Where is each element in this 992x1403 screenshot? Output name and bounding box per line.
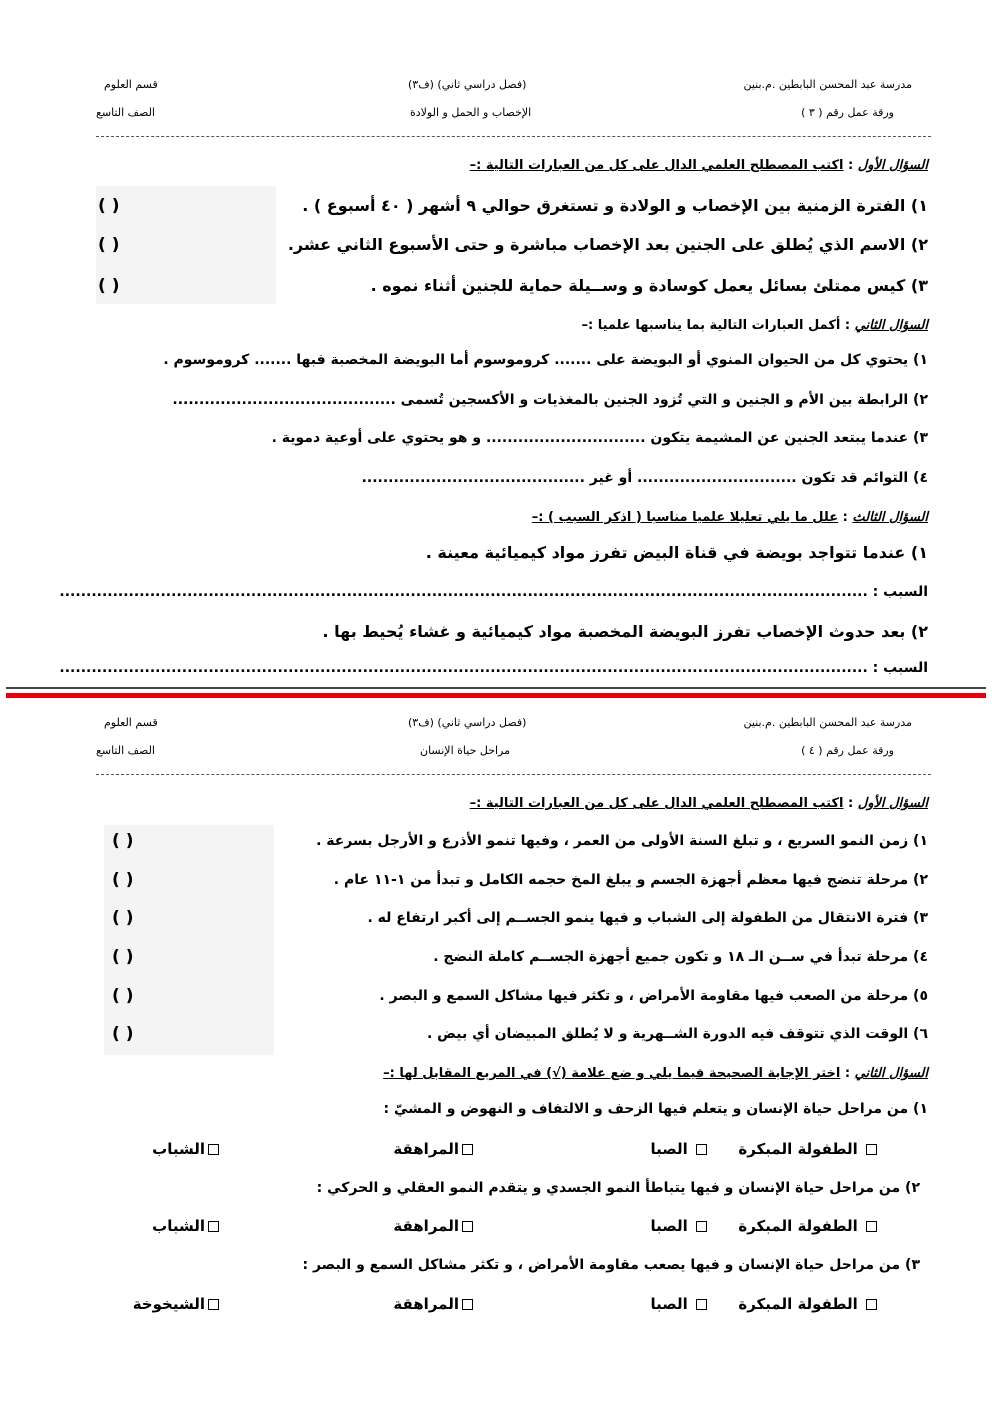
question-title: السؤال الأول : اكتب المصطلح العلمي الدال على كل من العبارات التالية :– <box>469 158 928 173</box>
answer-box[interactable]: ( ) <box>112 1024 134 1044</box>
question-item: ٣) كيس ممتلئ بسائل يعمل كوسادة و وســيلة حماية للجنين أثناء نموه . <box>370 276 928 295</box>
question-label: السؤال الثاني <box>854 1066 928 1081</box>
reason-line[interactable]: السبب : ........................................................................................................................................................ <box>59 660 928 676</box>
mcq-option[interactable] <box>393 1295 476 1313</box>
answer-box[interactable]: ( ) <box>112 986 134 1006</box>
answer-box[interactable]: ( ) <box>98 276 120 296</box>
option-label: الشباب <box>152 1217 205 1235</box>
question-item: ٢) الاسم الذي يُطلق على الجنين بعد الإخصاب مباشرة و حتى الأسبوع الثاني عشر. <box>287 235 928 254</box>
question-label: السؤال الثاني <box>854 318 928 333</box>
checkbox-icon[interactable] <box>696 1144 707 1155</box>
option-label: الصبا <box>650 1217 688 1235</box>
option-label: المراهقة <box>393 1217 459 1235</box>
term-label: (فصل دراسي ثاني) (ف٣) <box>408 716 527 729</box>
option-label: الشيخوخة <box>132 1295 205 1313</box>
option-label: الصبا <box>650 1140 688 1158</box>
checkbox-icon[interactable] <box>462 1299 473 1310</box>
school-name: مدرسة عبد المحسن البابطين .م.بنين <box>743 78 912 91</box>
department: قسم العلوم <box>104 716 158 729</box>
grade-label: الصف التاسع <box>96 744 155 757</box>
question-instruction: أكمل العبارات التالية بما يناسبها علميا :– <box>581 318 841 333</box>
mcq-option[interactable] <box>152 1140 222 1158</box>
checkbox-icon[interactable] <box>696 1221 707 1232</box>
worksheet-number: ورقة عمل رقم ( ٤ ) <box>801 744 894 757</box>
option-label: الشباب <box>152 1140 205 1158</box>
mcq-option[interactable] <box>393 1217 476 1235</box>
mcq-option[interactable] <box>738 1295 880 1313</box>
question-item: ٣) فترة الانتقال من الطفولة إلى الشباب و فيها ينمو الجســم إلى أكبر ارتفاع له . <box>367 910 928 926</box>
header-divider <box>96 774 931 775</box>
question-title: السؤال الثاني : اختر الإجابة الصحيحة فيما يلي و ضع علامة (√) في المربع المقابل لها :– <box>383 1066 928 1081</box>
mcq-option[interactable] <box>650 1140 710 1158</box>
answer-box[interactable]: ( ) <box>112 870 134 890</box>
answer-area <box>96 186 276 304</box>
question-item: ١) عندما تتواجد بويضة في قناة البيض تفرز مواد كيميائية معينة . <box>425 543 928 562</box>
question-item: ١) الفترة الزمنية بين الإخصاب و الولادة و تستغرق حوالي ٩ أشهر ( ٤٠ أسبوع ) . <box>302 196 928 215</box>
checkbox-icon[interactable] <box>208 1299 219 1310</box>
mcq-question: ١) من مراحل حياة الإنسان و يتعلم فيها الزحف و الالتفاف و النهوض و المشيّ : <box>383 1101 928 1117</box>
grade-label: الصف التاسع <box>96 106 155 119</box>
option-label: الصبا <box>650 1295 688 1313</box>
question-item: ١) زمن النمو السريع ، و تبلغ السنة الأولى من العمر ، وفيها تنمو الأذرع و الأرجل بسرعة . <box>316 833 928 849</box>
question-title: السؤال الأول : اكتب المصطلح العلمي الدال على كل من العبارات التالية :– <box>469 796 928 811</box>
department: قسم العلوم <box>104 78 158 91</box>
mcq-question: ٢) من مراحل حياة الإنسان و فيها يتباطأ النمو الجسدي و يتقدم النمو العقلي و الحركي : <box>316 1180 920 1196</box>
checkbox-icon[interactable] <box>462 1221 473 1232</box>
mcq-question: ٣) من مراحل حياة الإنسان و فيها يصعب مقاومة الأمراض ، و تكثر مشاكل السمع و البصر : <box>302 1257 920 1273</box>
question-item: ٣) عندما يبتعد الجنين عن المشيمة يتكون .............................. و هو يحتوي على أوعية دموية . <box>271 430 928 446</box>
section-divider-shadow <box>6 687 986 689</box>
question-item: ٤) التوائم قد تكون .............................. أو غير .......................................... <box>361 470 928 486</box>
question-instruction: اكتب المصطلح العلمي الدال على كل من العبارات التالية :– <box>469 796 844 811</box>
question-item: ٢) الرابطة بين الأم و الجنين و التي تُزود الجنين بالمغذيات و الأكسجين تُسمى .......................................... <box>172 392 928 408</box>
mcq-option[interactable] <box>133 1295 222 1313</box>
term-label: (فصل دراسي ثاني) (ف٣) <box>408 78 527 91</box>
school-name: مدرسة عبد المحسن البابطين .م.بنين <box>743 716 912 729</box>
answer-box[interactable]: ( ) <box>98 196 120 216</box>
question-title: السؤال الثالث : علل ما يلي تعليلا علميا مناسبا ( اذكر السبب ) :– <box>531 510 928 525</box>
checkbox-icon[interactable] <box>866 1221 877 1232</box>
mcq-option[interactable] <box>393 1140 476 1158</box>
worksheet-topic: الإخصاب و الحمل و الولادة <box>410 106 532 119</box>
mcq-option[interactable] <box>738 1217 880 1235</box>
option-label: الطفولة المبكرة <box>738 1217 858 1235</box>
worksheet-number: ورقة عمل رقم ( ٣ ) <box>801 106 894 119</box>
question-title: السؤال الثاني : أكمل العبارات التالية بما يناسبها علميا :– <box>581 318 928 333</box>
question-item: ٥) مرحلة من الصعب فيها مقاومة الأمراض ، و تكثر فيها مشاكل السمع و البصر . <box>379 988 928 1004</box>
answer-box[interactable]: ( ) <box>112 908 134 928</box>
question-instruction: اكتب المصطلح العلمي الدال على كل من العبارات التالية :– <box>469 158 844 173</box>
question-label: السؤال الأول <box>857 796 928 811</box>
worksheet-topic: مراحل حياة الإنسان <box>420 744 511 757</box>
question-label: السؤال الثالث <box>852 510 928 525</box>
mcq-option[interactable] <box>650 1217 710 1235</box>
checkbox-icon[interactable] <box>696 1299 707 1310</box>
mcq-option[interactable] <box>650 1295 710 1313</box>
option-label: الطفولة المبكرة <box>738 1295 858 1313</box>
checkbox-icon[interactable] <box>208 1221 219 1232</box>
answer-area <box>104 825 274 1055</box>
question-item: ١) يحتوي كل من الحيوان المنوي أو البويضة على ....... كروموسوم أما البويضة المخصبة فبها ....... كروموسوم . <box>163 352 928 368</box>
checkbox-icon[interactable] <box>208 1144 219 1155</box>
mcq-option[interactable] <box>738 1140 880 1158</box>
checkbox-icon[interactable] <box>866 1299 877 1310</box>
question-item: ٤) مرحلة تبدأ في ســن الـ ١٨ و تكون جميع أجهزة الجســم كاملة النضج . <box>433 949 928 965</box>
answer-box[interactable]: ( ) <box>112 831 134 851</box>
question-instruction: اختر الإجابة الصحيحة فيما يلي و ضع علامة (√) في المربع المقابل لها :– <box>383 1066 841 1081</box>
question-label: السؤال الأول <box>857 158 928 173</box>
option-label: المراهقة <box>393 1295 459 1313</box>
reason-line[interactable]: السبب : ........................................................................................................................................................ <box>59 584 928 600</box>
answer-box[interactable]: ( ) <box>112 947 134 967</box>
option-label: المراهقة <box>393 1140 459 1158</box>
question-item: ٢) مرحلة تنضج فيها معظم أجهزة الجسم و يبلغ المخ حجمه الكامل و تبدأ من ١-١١ عام . <box>333 872 928 888</box>
mcq-option[interactable] <box>152 1217 222 1235</box>
checkbox-icon[interactable] <box>866 1144 877 1155</box>
answer-box[interactable]: ( ) <box>98 235 120 255</box>
question-item: ٦) الوقت الذي تتوقف فيه الدورة الشــهرية و لا يُطلق المبيضان أي بيض . <box>426 1026 928 1042</box>
checkbox-icon[interactable] <box>462 1144 473 1155</box>
question-instruction: علل ما يلي تعليلا علميا مناسبا ( اذكر السبب ) :– <box>531 510 839 525</box>
option-label: الطفولة المبكرة <box>738 1140 858 1158</box>
section-divider <box>6 693 986 698</box>
question-item: ٢) بعد حدوث الإخصاب تفرز البويضة المخصبة مواد كيميائية و غشاء يُحيط بها . <box>322 622 928 641</box>
header-divider <box>96 136 931 137</box>
